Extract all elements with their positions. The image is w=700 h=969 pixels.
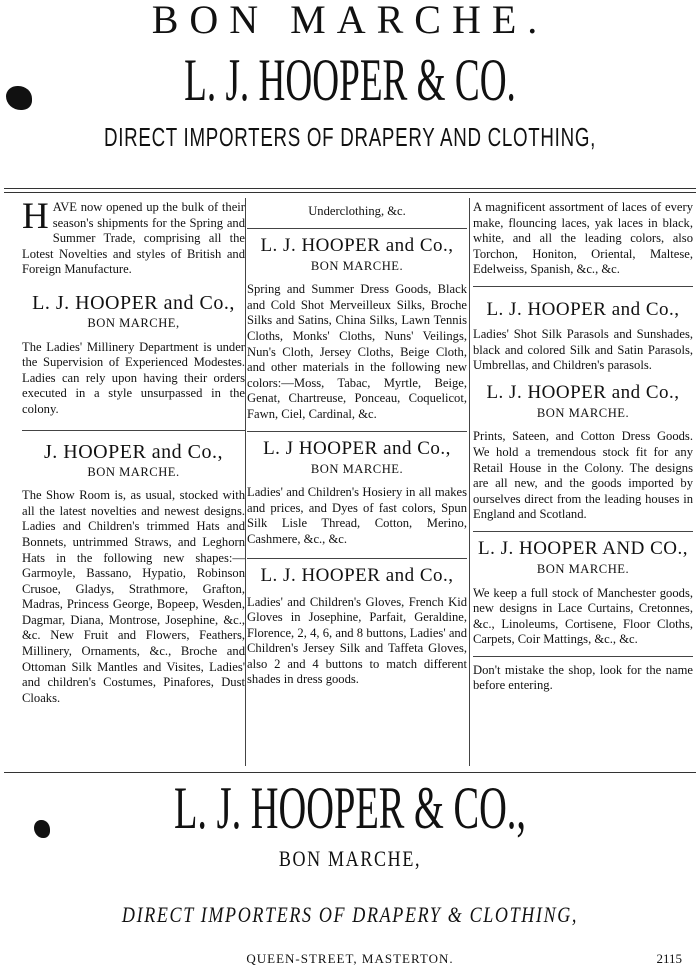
intro-dropcap: H [22, 196, 49, 237]
col1-section1-text: The Ladies' Millinery Department is under the Supervision of Experienced Modestes. Ladies can rely upon having their orders executed in a style unsurpassed in the colony. [22, 339, 245, 416]
col3-section3-sub: BON MARCHE. [536, 561, 630, 576]
column-right [473, 200, 693, 694]
col2-section1-heading: L. J. HOOPER and Co., [260, 234, 454, 256]
col3-section2-sub: BON MARCHE. [536, 405, 630, 420]
col3-section3-text: We keep a full stock of Manchester goods, new designs in Lace Curtains, Cretonnes, &c., Linoleums, Cortisene, Floor Cloths, Carpets, Coir Mattings, &c., &c. [473, 585, 693, 647]
col1-section1-heading: L. J. HOOPER and Co., [32, 291, 235, 314]
company-title: L. J. HOOPER & CO. [184, 47, 516, 113]
intro-paragraph [22, 196, 245, 278]
col2-section1-text: Spring and Summer Dress Goods, Black and Cold Shot Merveilleux Silks, Broche Silks and Satins, China Silks, Lawn Tennis Cloths, Monks' Cloths, Nuns' Veilings, Nun's Cloth, Jersey Cloths, Beige Cloth, and other materials in the following new colors:—Moss, Tabac, Myrtle, Beige, Genat, Chartreuse, Ponceau, Coquelicot, Fawn, Ciel, Cardinal, &c. [247, 282, 467, 421]
bottom-rule [4, 772, 696, 773]
footer-direct-importers: DIRECT IMPORTERS OF DRAPERY & CLOTHING, [121, 902, 579, 927]
col2-section3-text: Ladies' and Children's Gloves, French Kid Gloves in Josephine, Parfait, Geraldine, Florence, 2, 4, 6, and 8 buttons, Ladies' and Children's Jersey Silk and Taffeta Gloves, also 2 and 4 buttons to match different shades in dress goods. [247, 594, 467, 687]
ink-blot-top-left [6, 86, 32, 110]
col3-section1-text: Ladies' Shot Silk Parasols and Sunshades, black and colored Silk and Satin Parasols, Umbrellas, and Children's parasols. [473, 326, 693, 373]
col1-section2-heading: J. HOOPER and Co., [43, 440, 223, 463]
col1-section2-sub: BON MARCHE. [87, 464, 180, 479]
col2-section2-sub: BON MARCHE. [310, 461, 404, 476]
col3-closing-text: Don't mistake the shop, look for the name before entering. [473, 662, 693, 693]
col2-section2-text: Ladies' and Children's Hosiery in all makes and prices, and Dyes of fast colors, Spun Silk Lisle Thread, Cotton, Merino, Cashmere, &c., &c. [247, 485, 467, 546]
intro-text: AVE now opened up the bulk of their season's shipments for the Spring and Summer Trade, comprising all the Lotest Novelties and styles of British and Foreign Manufacture. [22, 200, 245, 277]
col3-separator-1 [473, 531, 693, 532]
top-rule-thin [4, 192, 696, 193]
col1-section2-text: The Show Room is, as usual, stocked with all the latest novelties and newest designs. Ladies and Children's trimmed Hats and Bonnets, untrimmed Straws, and Leghorn Hats in the following new shapes:—Garmoyle, Bassano, Hypatio, Robinson Crusoe, Gladys, Strathmore, Grafton, Madras, Princess George, Bopeep, Wesden, Dagmar, Diana, Montrose, Josephine, &c., &c. New Fruit and Flowers, Feathers, Millinery, Ornaments, &c., Broche and Ottoman Silk Mantles and Visites, Ladies' and children's Costumes, Pinafores, Dust Cloaks. [22, 488, 245, 705]
column-divider-2 [469, 198, 470, 766]
col3-top-text: A magnificent assortment of laces of every make, flouncing laces, yak laces in black, white, and all the leading colors, also Torchon, Honiton, Oriental, Maltese, Edelweiss, Spanish, &c., &c. [473, 200, 693, 277]
col2-section2-heading: L. J HOOPER and Co., [263, 437, 451, 459]
col3-section2-heading: L. J. HOOPER and Co., [486, 381, 680, 403]
column-middle [247, 200, 467, 688]
col2-separator-1 [247, 431, 467, 432]
footer-bon-marche: BON MARCHE, [278, 846, 422, 871]
top-rule [4, 188, 696, 189]
col3-section3-heading: L. J. HOOPER AND CO., [477, 537, 689, 559]
col2-separator-2 [247, 558, 467, 559]
col2-section3-heading: L. J. HOOPER and Co., [260, 564, 454, 586]
column-left [22, 196, 245, 706]
ink-blot-footer-left [34, 820, 50, 838]
col2-separator-0 [247, 228, 467, 229]
footer-company-title: L. J. HOOPER & CO., [173, 775, 527, 841]
col1-separator-1 [22, 430, 245, 431]
col2-top-text: Underclothing, &c. [308, 204, 406, 218]
col3-section2-text: Prints, Sateen, and Cotton Dress Goods. We hold a tremendous stock fit for any Retail House in the Colony. The designs are all new, and the goods imported by ourselves direct from the leading houses in England and Scotland. [473, 429, 693, 522]
banner-heading: BON MARCHE. [151, 0, 549, 42]
col3-separator-0 [473, 286, 693, 287]
col3-separator-2 [473, 656, 693, 657]
column-divider-1 [245, 198, 246, 766]
reference-number: 2115 [656, 951, 682, 966]
footer-address: QUEEN-STREET, MASTERTON. [246, 951, 454, 966]
company-subtitle: DIRECT IMPORTERS OF DRAPERY AND CLOTHING, [103, 122, 597, 152]
col1-section1-sub: BON MARCHE, [87, 315, 180, 330]
col3-section1-heading: L. J. HOOPER and Co., [486, 298, 680, 320]
col2-section1-sub: BON MARCHE. [310, 258, 404, 273]
